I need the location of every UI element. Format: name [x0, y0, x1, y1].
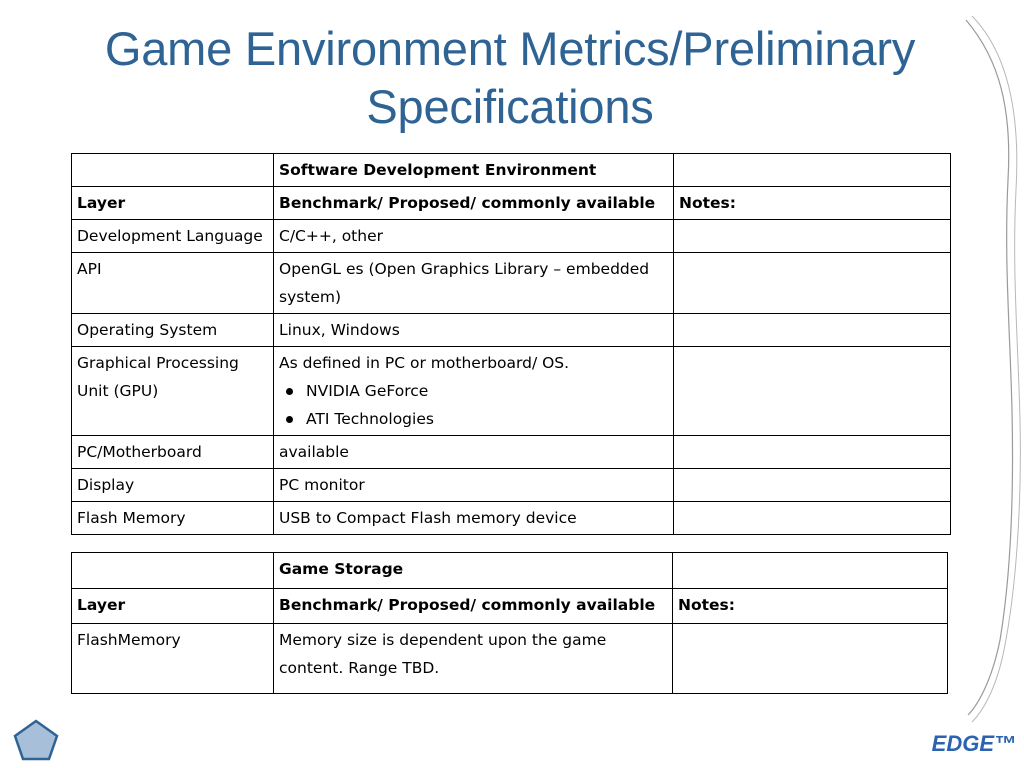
column-header-notes: Notes:	[673, 589, 948, 624]
value-cell: C/C++, other	[274, 220, 674, 253]
notes-cell	[674, 314, 951, 347]
layer-cell: Flash Memory	[72, 502, 274, 535]
table-cell	[72, 553, 274, 589]
title-line-2: Specifications	[366, 80, 654, 133]
column-header-layer: Layer	[72, 187, 274, 220]
slide-title	[40, 20, 980, 136]
table-row	[72, 624, 948, 694]
column-header-benchmark: Benchmark/ Proposed/ commonly available	[274, 589, 673, 624]
notes-cell	[674, 347, 951, 436]
column-header-benchmark: Benchmark/ Proposed/ commonly available	[274, 187, 674, 220]
column-header-notes: Notes:	[674, 187, 951, 220]
brand-logo-text: EDGE™	[931, 731, 1016, 756]
layer-cell: Display	[72, 469, 274, 502]
gpu-bullet-list	[279, 377, 668, 433]
software-environment-table	[71, 153, 951, 535]
column-header-row	[72, 589, 948, 624]
list-item: ATI Technologies	[279, 405, 668, 433]
layer-cell: Operating System	[72, 314, 274, 347]
table-cell	[673, 553, 948, 589]
table-header-row	[72, 154, 951, 187]
layer-cell: API	[72, 253, 274, 314]
notes-cell	[674, 436, 951, 469]
column-header-layer: Layer	[72, 589, 274, 624]
table-row	[72, 436, 951, 469]
notes-cell	[674, 253, 951, 314]
table-cell	[72, 154, 274, 187]
table-row	[72, 253, 951, 314]
table-heading: Software Development Environment	[274, 154, 674, 187]
value-cell	[274, 347, 674, 436]
game-storage-table	[71, 552, 948, 694]
layer-cell: PC/Motherboard	[72, 436, 274, 469]
notes-cell	[674, 220, 951, 253]
value-cell: OpenGL es (Open Graphics Library – embedded system)	[274, 253, 674, 314]
value-cell: USB to Compact Flash memory device	[274, 502, 674, 535]
value-cell: Memory size is dependent upon the game content. Range TBD.	[274, 624, 673, 694]
notes-cell	[674, 502, 951, 535]
column-header-row	[72, 187, 951, 220]
table-heading: Game Storage	[274, 553, 673, 589]
value-cell: PC monitor	[274, 469, 674, 502]
table-row	[72, 469, 951, 502]
notes-cell	[673, 624, 948, 694]
layer-cell: Graphical Processing Unit (GPU)	[72, 347, 274, 436]
table-header-row	[72, 553, 948, 589]
pentagon-icon	[12, 718, 60, 762]
notes-cell	[674, 469, 951, 502]
table-row	[72, 502, 951, 535]
value-text: As defined in PC or motherboard/ OS.	[279, 354, 570, 372]
table-row	[72, 347, 951, 436]
list-item: NVIDIA GeForce	[279, 377, 668, 405]
table-row	[72, 314, 951, 347]
title-line-1: Game Environment Metrics/Preliminary	[104, 22, 916, 75]
value-cell: available	[274, 436, 674, 469]
table-row	[72, 220, 951, 253]
table-cell	[674, 154, 951, 187]
layer-cell: Development Language	[72, 220, 274, 253]
value-cell: Linux, Windows	[274, 314, 674, 347]
layer-cell: FlashMemory	[72, 624, 274, 694]
